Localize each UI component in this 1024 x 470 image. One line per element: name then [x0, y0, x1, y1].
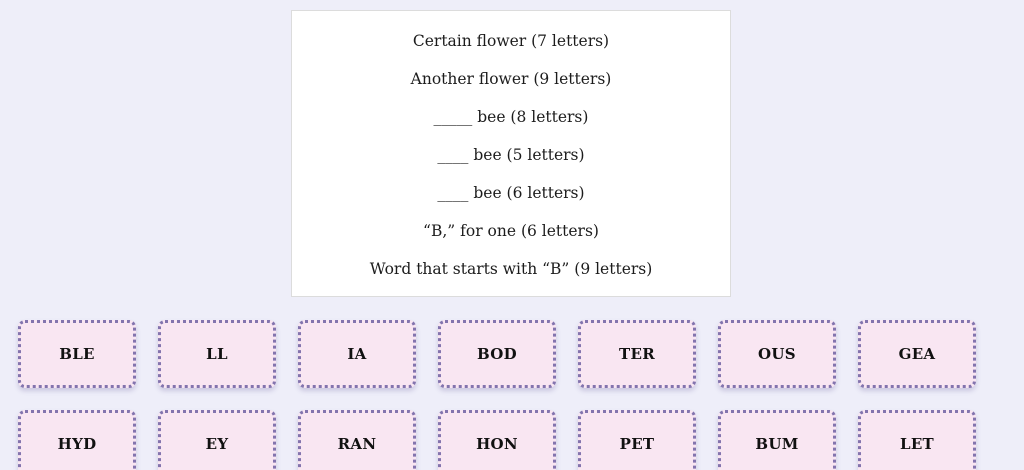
tile-label: PET	[619, 435, 655, 453]
clue-5: ____ bee (6 letters)	[437, 184, 585, 202]
tile-label: BLE	[59, 345, 95, 363]
letter-tile-grid	[18, 320, 976, 470]
letter-tile-ia[interactable]	[298, 320, 416, 388]
letter-tile-bod[interactable]	[438, 320, 556, 388]
tile-label: RAN	[337, 435, 377, 453]
tile-label: EY	[205, 435, 229, 453]
tile-label: HYD	[57, 435, 97, 453]
tile-label: TER	[619, 345, 655, 363]
letter-tile-ran[interactable]	[298, 410, 416, 470]
letter-tile-ous[interactable]	[718, 320, 836, 388]
clue-panel	[291, 10, 731, 297]
clue-7: Word that starts with “B” (9 letters)	[369, 260, 653, 278]
letter-tile-bum[interactable]	[718, 410, 836, 470]
letter-tile-hon[interactable]	[438, 410, 556, 470]
letter-tile-hyd[interactable]	[18, 410, 136, 470]
letter-tile-ble[interactable]	[18, 320, 136, 388]
letter-tile-let[interactable]	[858, 410, 976, 470]
clue-4: ____ bee (5 letters)	[437, 146, 585, 164]
tile-label: IA	[347, 345, 367, 363]
letter-tile-gea[interactable]	[858, 320, 976, 388]
tile-label: BUM	[755, 435, 799, 453]
tile-label: GEA	[898, 345, 936, 363]
tile-label: HON	[476, 435, 518, 453]
letter-tile-ter[interactable]	[578, 320, 696, 388]
clue-3: _____ bee (8 letters)	[433, 108, 589, 126]
letter-tile-ll[interactable]	[158, 320, 276, 388]
tile-label: BOD	[477, 345, 517, 363]
tile-label: LET	[899, 435, 935, 453]
letter-tile-ey[interactable]	[158, 410, 276, 470]
clue-list	[292, 30, 730, 296]
tile-label: LL	[206, 345, 228, 363]
clue-6: “B,” for one (6 letters)	[423, 222, 599, 240]
letter-tile-pet[interactable]	[578, 410, 696, 470]
tile-label: OUS	[758, 345, 796, 363]
clue-1: Certain flower (7 letters)	[412, 32, 610, 50]
clue-2: Another flower (9 letters)	[410, 70, 612, 88]
